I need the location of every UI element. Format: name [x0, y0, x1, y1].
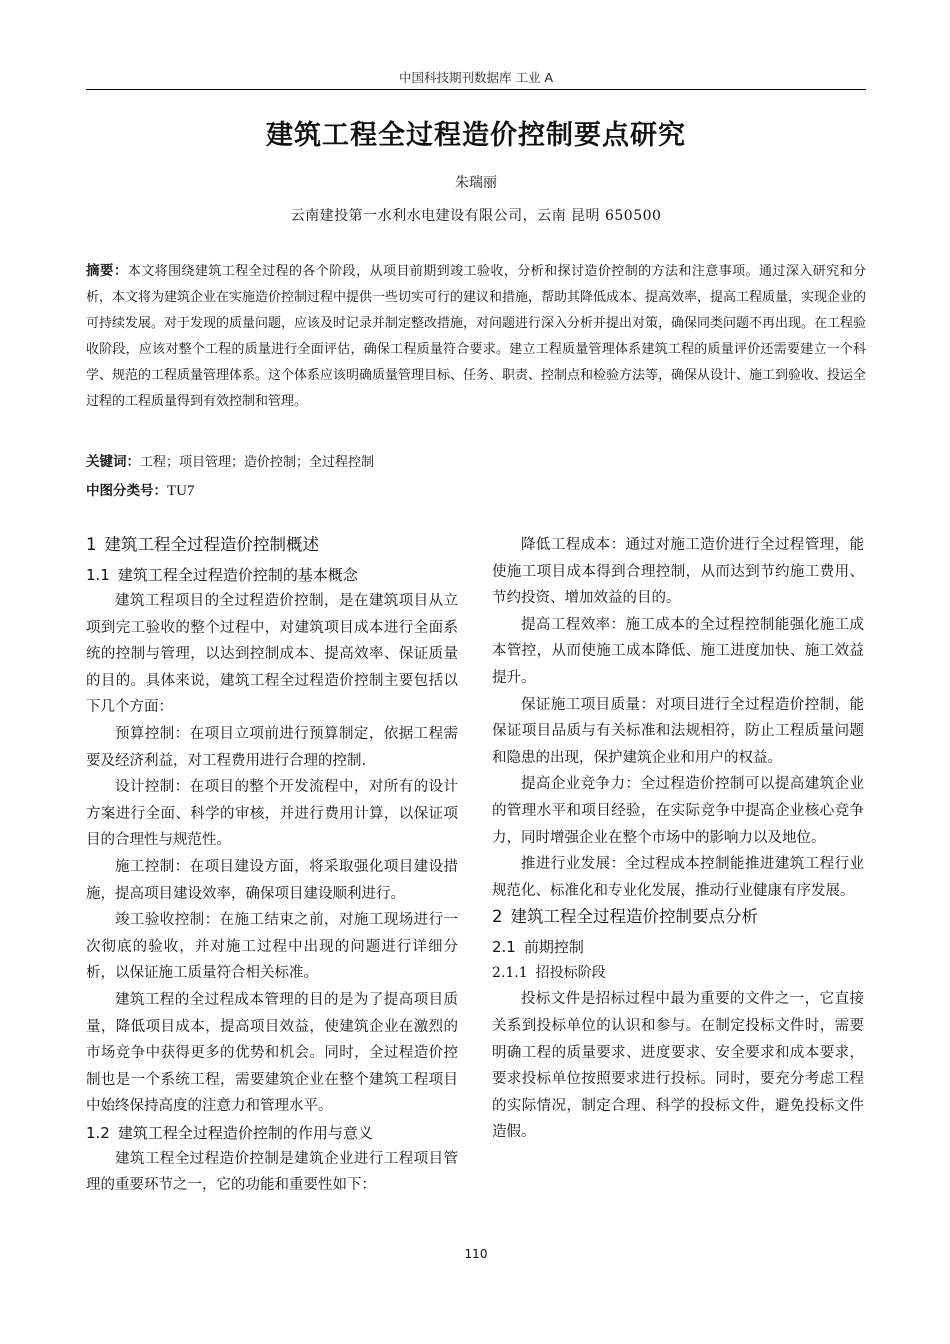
section-title: 建筑工程全过程造价控制的基本概念 — [117, 566, 358, 584]
section-number: 1.1 — [86, 566, 110, 584]
paragraph: 施工控制：在项目建设方面，将采取强化项目建设措施，提高项目建设效率，确保项目建设顺利进行。 — [86, 858, 458, 902]
paragraph: 建筑工程全过程造价控制是建筑企业进行工程项目管理的重要环节之一，它的功能和重要性如下： — [86, 1150, 458, 1194]
author-affiliation: 云南建投第一水利水电建设有限公司，云南 昆明 650500 — [290, 208, 662, 224]
classification-code: TU7 — [167, 483, 195, 499]
paragraph: 建筑工程项目的全过程造价控制，是在建筑项目从立项到完工验收的整个过程中，对建筑项目成本进行全面系统的控制与管理，以达到控制成本、提高效率、保证质量的目的。具体来说，建筑工程全过程造价控制主要包括以下几个方面： — [86, 593, 458, 716]
section-title: 建筑工程全过程造价控制概述 — [104, 535, 319, 554]
section-1-2-heading — [86, 1120, 458, 1146]
section-number: 2 — [492, 907, 503, 927]
classification — [86, 479, 866, 500]
section-title: 建筑工程全过程造价控制要点分析 — [510, 907, 758, 927]
right-column — [492, 532, 864, 1146]
section-1-heading — [86, 532, 458, 558]
page-number: 110 — [464, 1247, 488, 1261]
paragraph: 投标文件是招标过程中最为重要的文件之一，它直接关系到投标单位的认识和参与。在制定投标文件时，需要明确工程的质量要求、进度要求、安全要求和成本要求，要求投标单位按照要求进行投标。同时，要充分考虑工程的实际情况，制定合理、科学的投标文件，避免投标文件造假。 — [492, 991, 864, 1141]
header-divider — [86, 89, 866, 90]
paragraph: 保证施工项目质量：对项目进行全过程造价控制，能保证项目品质与有关标准和法规相符，防止工程质量问题和隐患的出现，保护建筑企业和用户的权益。 — [492, 696, 864, 766]
paragraph: 推进行业发展：全过程成本控制能推进建筑工程行业规范化、标准化和专业化发展，推动行业健康有序发展。 — [492, 856, 864, 899]
paragraph: 设计控制：在项目的整个开发流程中，对所有的设计方案进行全面、科学的审核，并进行费用计算，以保证项目的合理性与规范性。 — [86, 779, 458, 849]
section-1-1-heading — [86, 562, 458, 588]
paper-title: 建筑工程全过程造价控制要点研究 — [266, 120, 686, 151]
abstract-text: 本文将围绕建筑工程全过程的各个阶段，从项目前期到竣工验收，分析和探讨造价控制的方法和注意事项。通过深入研究和分析，本文将为建筑企业在实施造价控制过程中提供一些切实可行的建议和措施，帮助其降低成本、提高效率，提高工程质量，实现企业的可持续发展。对于发现的质量问题，应该及时记录并制定整改措施，对问题进行深入分析并提出对策，确保同类问题不再出现。在工程验收阶段，应该对整个工程的质量进行全面评估，确保工程质量符合要求。建立工程质量管理体系建筑工程的质量评价还需要建立一个科学、规范的工程质量管理体系。这个体系应该明确质量管理目标、任务、职责、控制点和检验方法等，确保从设计、施工到验收、投运全过程的工程质量得到有效控制和管理。 — [86, 264, 867, 409]
section-number: 1.2 — [86, 1123, 110, 1142]
paragraph: 竣工验收控制：在施工结束之前，对施工现场进行一次彻底的验收，并对施工过程中出现的问题进行详细分析，以保证施工质量符合相关标准。 — [86, 912, 458, 982]
keywords-text: 工程；项目管理；造价控制；全过程控制 — [140, 455, 375, 470]
abstract-label: 摘要： — [86, 263, 128, 279]
section-2-heading — [492, 904, 864, 930]
paragraph: 提高企业竞争力：全过程造价控制可以提高建筑企业的管理水平和项目经验，在实际竞争中提高企业核心竞争力，同时增强企业在整个市场中的影响力以及地位。 — [492, 776, 864, 846]
journal-header: 中国科技期刊数据库 工业 A — [399, 70, 553, 85]
paragraph: 建筑工程的全过程成本管理的目的是为了提高项目质量，降低项目成本，提高项目效益，使建筑企业在激烈的市场竞争中获得更多的优势和机会。同时，全过程造价控制也是一个系统工程，需要建筑企业在整个建筑工程项目中始终保持高度的注意力和管理水平。 — [86, 991, 458, 1115]
paragraph: 预算控制：在项目立项前进行预算制定，依据工程需要及经济利益，对工程费用进行合理的控制. — [86, 725, 458, 769]
section-title: 建筑工程全过程造价控制的作用与意义 — [117, 1123, 373, 1142]
left-column — [86, 532, 458, 1199]
section-number: 2.1.1 — [492, 965, 528, 982]
section-2-1-heading — [492, 934, 864, 960]
paragraph: 提高工程效率：施工成本的全过程控制能强化施工成本管控，从而使施工成本降低、施工进度加快、施工效益提升。 — [492, 616, 864, 686]
classification-label: 中图分类号： — [86, 483, 167, 499]
keywords-label: 关键词： — [86, 454, 140, 470]
section-title: 前期控制 — [523, 938, 584, 957]
abstract — [86, 258, 866, 415]
section-number: 2.1 — [492, 938, 516, 957]
section-2-1-1-heading — [492, 960, 864, 986]
paragraph: 降低工程成本：通过对施工造价进行全过程管理，能使施工项目成本得到合理控制，从而达到节约施工费用、节约投资、增加效益的目的。 — [492, 537, 864, 607]
section-number: 1 — [86, 535, 97, 554]
section-title: 招投标阶段 — [535, 965, 606, 982]
author-name: 朱瑞丽 — [455, 175, 497, 191]
keywords — [86, 450, 866, 470]
